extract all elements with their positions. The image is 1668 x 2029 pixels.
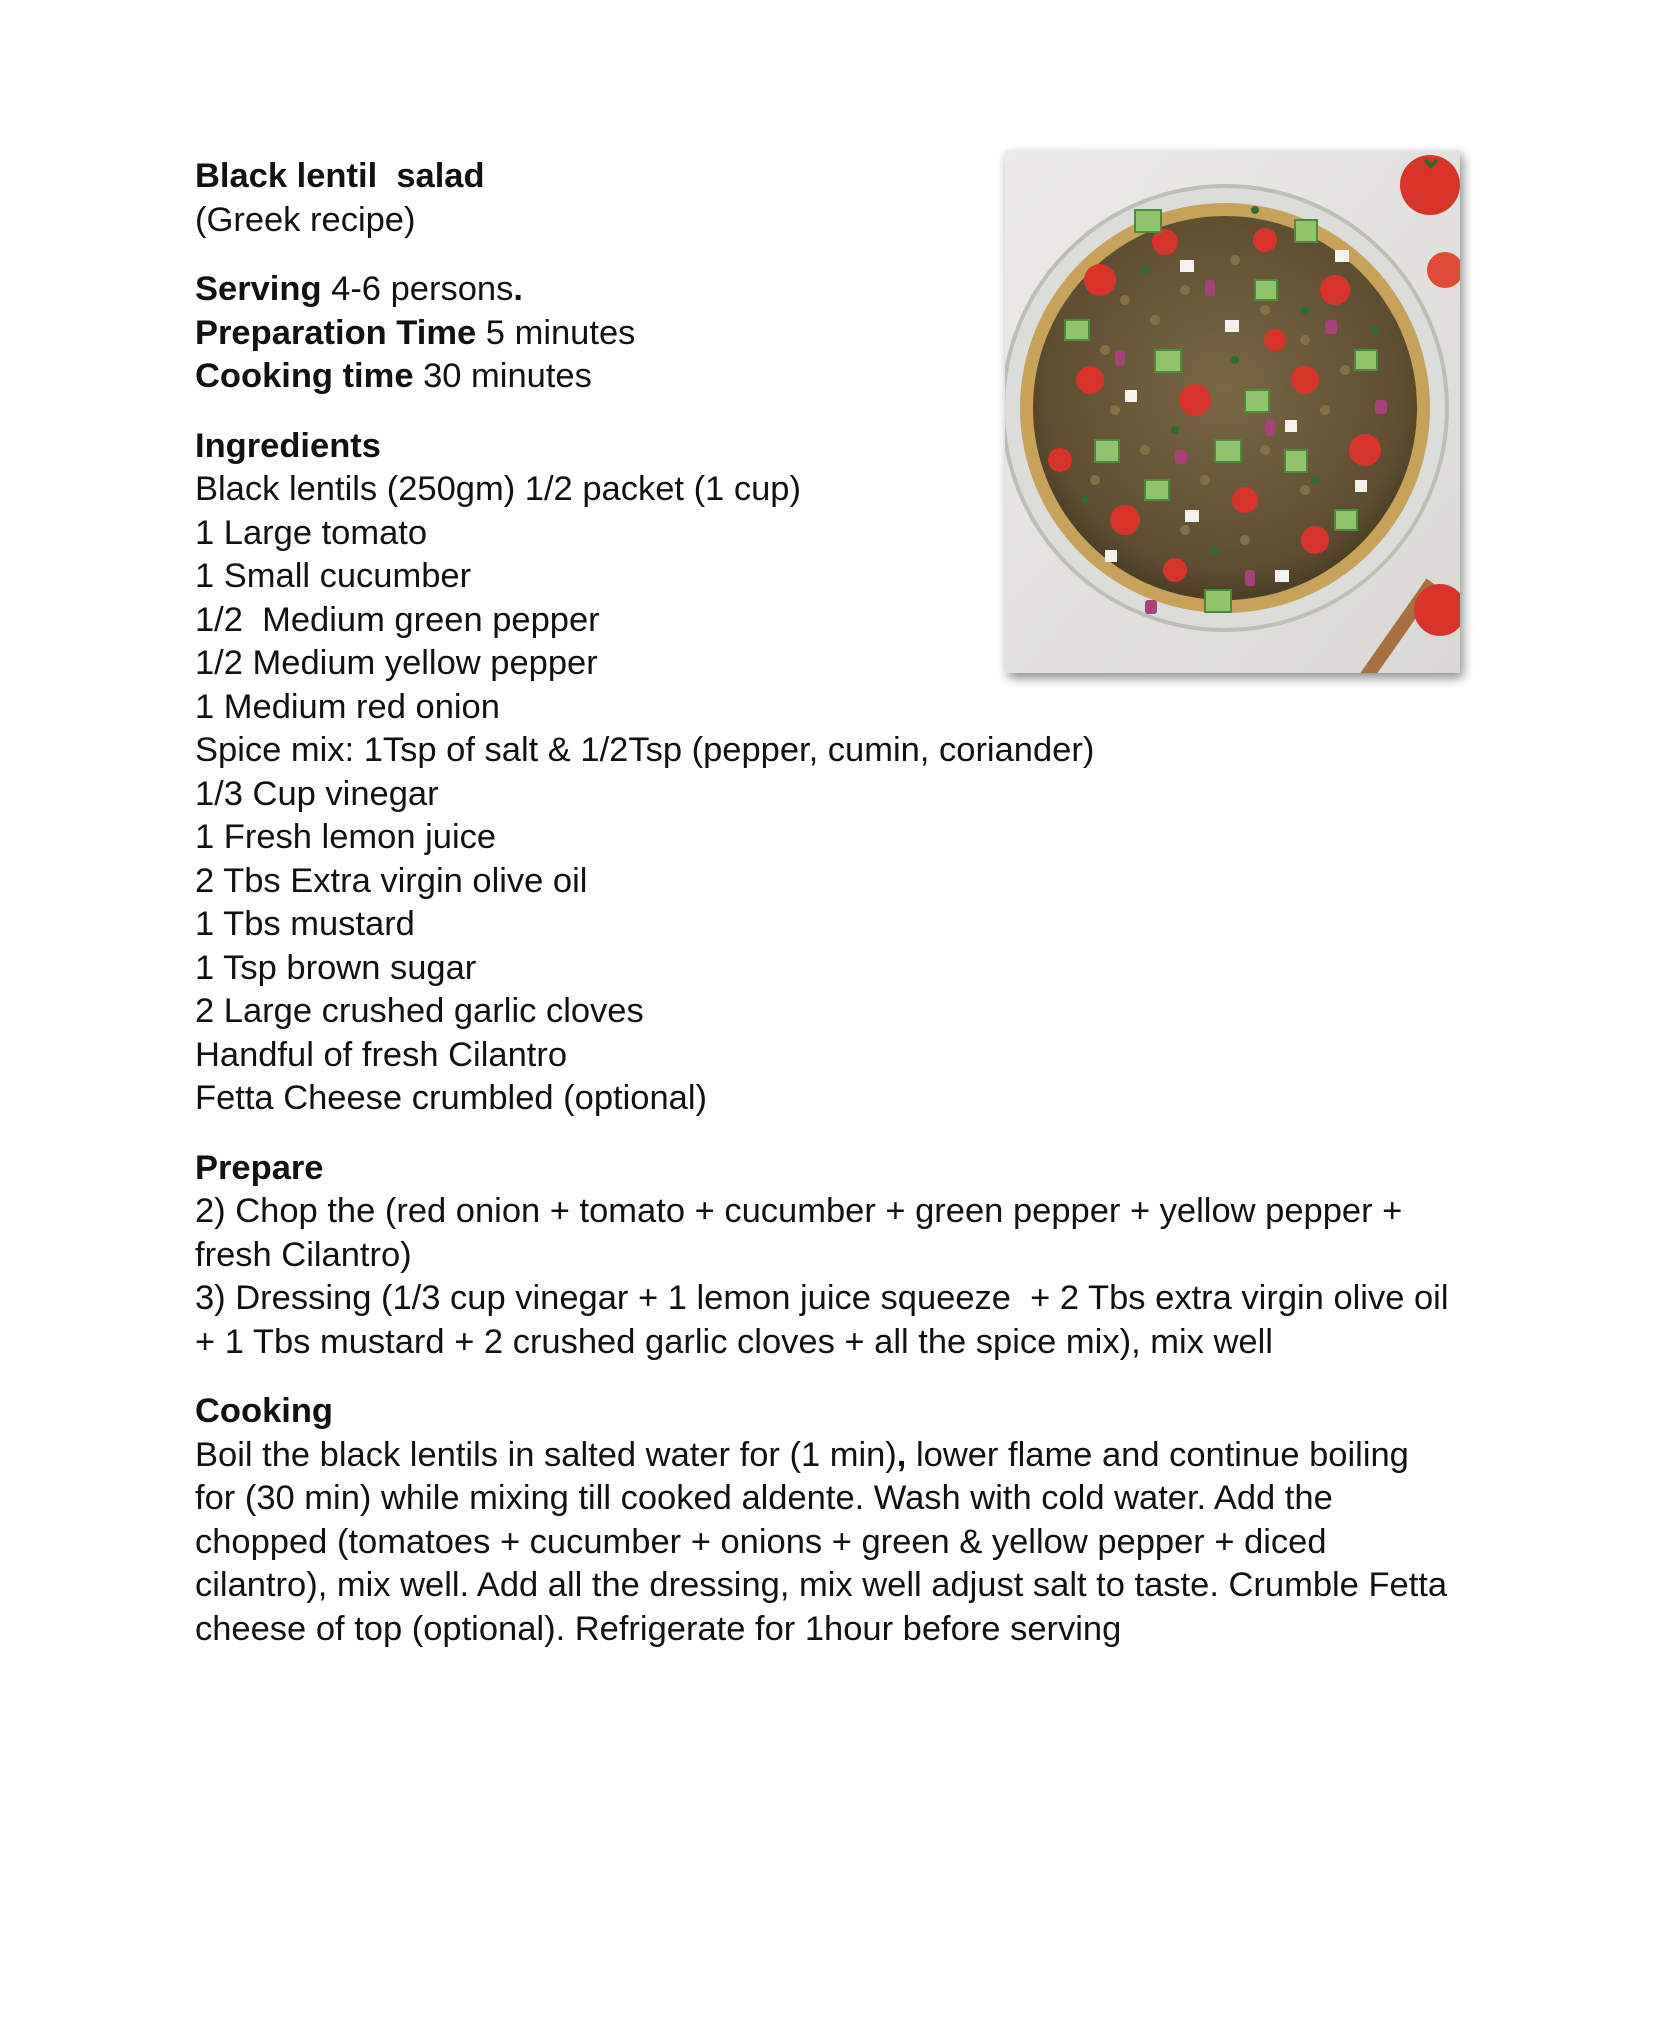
recipe-title: Black lentil salad xyxy=(195,157,485,195)
recipe-text xyxy=(195,155,1459,1651)
recipe-subtitle: (Greek recipe) xyxy=(195,200,416,239)
ingredient-item: 1/3 Cup vinegar xyxy=(195,774,439,813)
ingredient-item: Spice mix: 1Tsp of salt & 1/2Tsp (pepper, cumin, coriander) xyxy=(195,731,1095,769)
ingredient-item: 1/2 Medium green pepper xyxy=(195,600,600,639)
serving-value: 4-6 persons xyxy=(321,270,514,308)
ingredient-item: 2 Tbs Extra virgin olive oil xyxy=(195,861,588,900)
ingredient-item: 1 Medium red onion xyxy=(195,687,500,726)
cooking-time-value: 30 minutes xyxy=(413,357,592,395)
ingredient-item: Fetta Cheese crumbled (optional) xyxy=(195,1079,708,1117)
ingredient-item: Handful of fresh Cilantro xyxy=(195,1035,568,1074)
cooking-section xyxy=(195,1390,1455,1651)
serving-line xyxy=(195,268,1455,312)
title-block xyxy=(195,155,1455,242)
prep-time-line xyxy=(195,312,1455,356)
ingredient-item: 1 Small cucumber xyxy=(195,557,472,595)
ingredient-item: 2 Large crushed garlic cloves xyxy=(195,992,644,1030)
prep-time-label: Preparation Time xyxy=(195,313,477,352)
ingredient-item: 1 Tsp brown sugar xyxy=(195,948,477,987)
prepare-step: 3) Dressing (1/3 cup vinegar + 1 lemon juice squeeze + 2 Tbs extra virgin olive oil + 1 Tbs mustard + 2 crushed garlic cloves + all the spice mix), mix well xyxy=(195,1279,1459,1361)
prepare-section xyxy=(195,1147,1459,1365)
ingredient-item: Black lentils (250gm) 1/2 packet (1 cup) xyxy=(195,470,801,508)
cooking-time-label: Cooking time xyxy=(195,357,414,395)
cooking-heading: Cooking xyxy=(195,1392,333,1430)
ingredient-item: 1/2 Medium yellow pepper xyxy=(195,644,598,682)
cooking-comma: , xyxy=(896,1435,907,1474)
ingredients-heading: Ingredients xyxy=(195,426,381,465)
ingredient-item: 1 Tbs mustard xyxy=(195,905,415,943)
prepare-step: 2) Chop the (red onion + tomato + cucumber + green pepper + yellow pepper + fresh Cilantro) xyxy=(195,1192,1403,1274)
serving-label: Serving xyxy=(195,270,322,308)
cooking-time-line xyxy=(195,355,1455,399)
ingredients-section xyxy=(195,425,1455,1121)
ingredient-item: 1 Fresh lemon juice xyxy=(195,818,497,856)
cooking-text-part2: lower flame and continue boiling for (30 min) while mixing till cooked aldente. Wash with cold water. Add the chopped (tomatoes + cucumber + onions + green & yellow pepper + diced cilantro), mix well. Add all the dressing, mix well adjust salt to taste. Crumble Fetta cheese of top (optional). Refrigerate for 1hour before serving xyxy=(195,1435,1448,1648)
serving-period: . xyxy=(513,270,523,308)
prep-time-value: 5 minutes xyxy=(476,313,636,352)
prepare-heading: Prepare xyxy=(195,1148,324,1187)
cooking-instructions xyxy=(195,1434,1455,1652)
cooking-text-part1: Boil the black lentils in salted water for (1 min) xyxy=(195,1435,897,1474)
meta-block xyxy=(195,268,1455,399)
ingredient-item: 1 Large tomato xyxy=(195,513,428,552)
